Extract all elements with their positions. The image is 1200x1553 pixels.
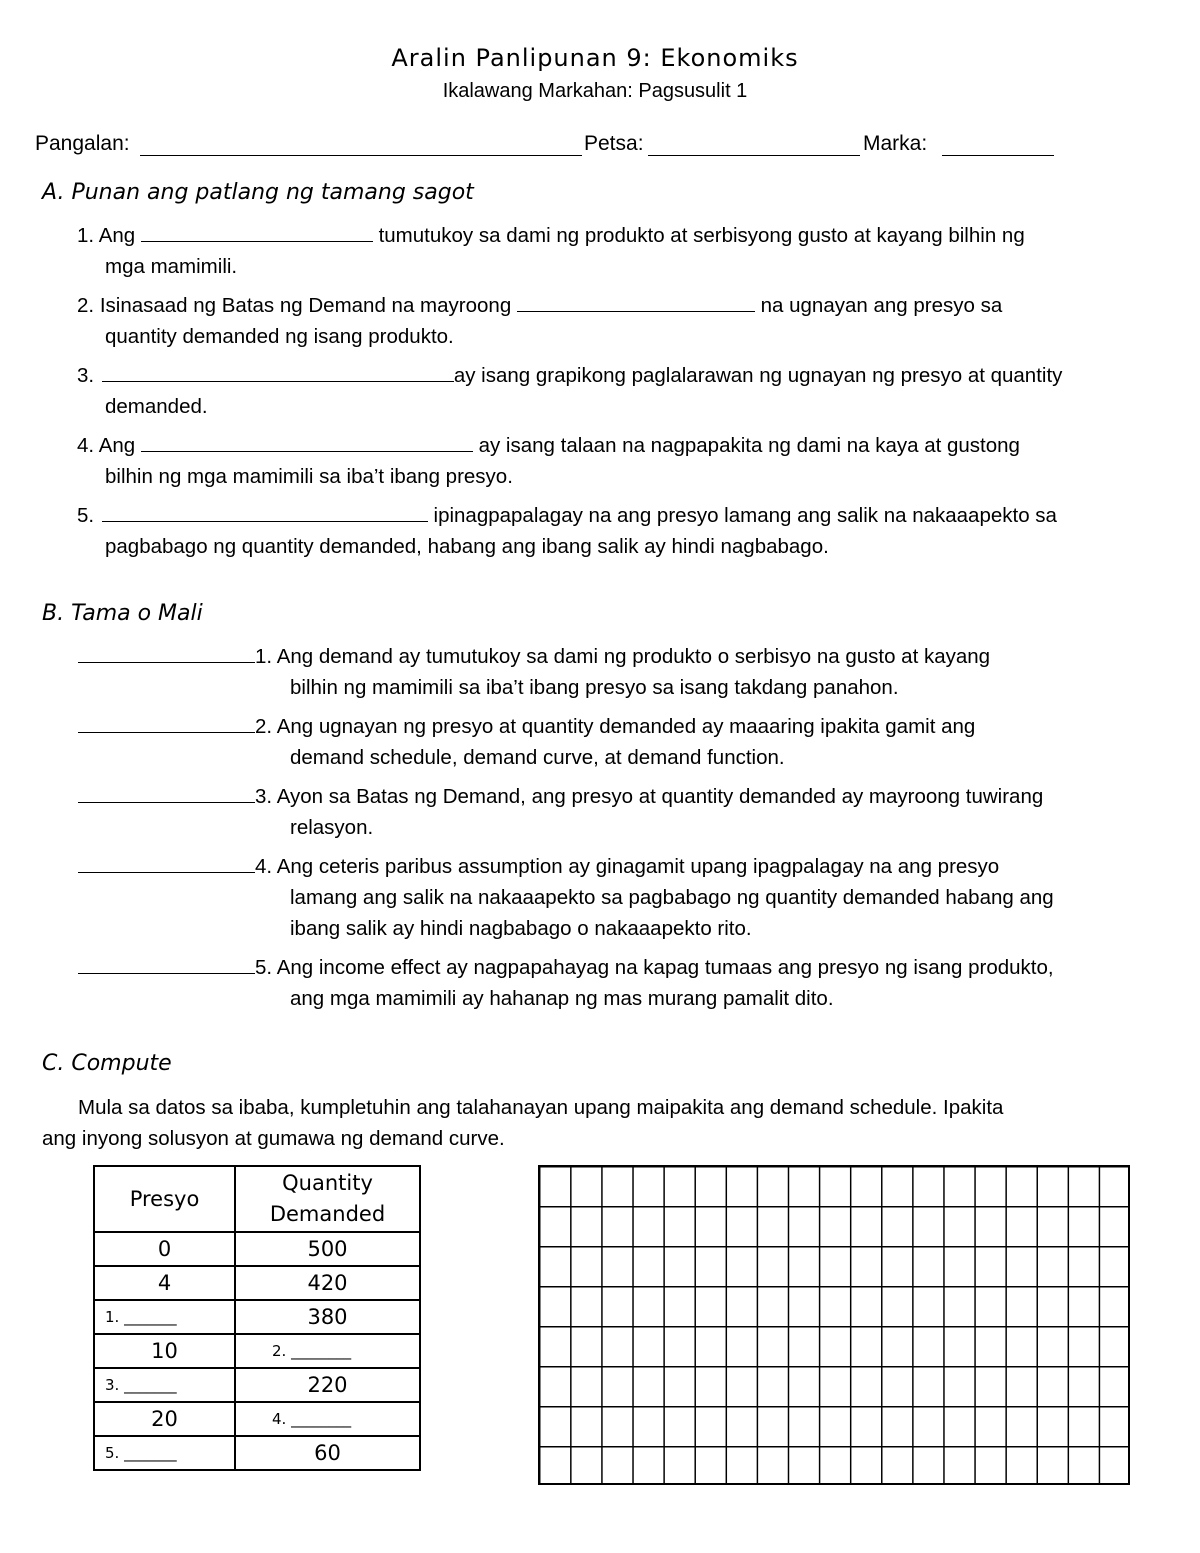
item-text-post: ipinagpapalagay na ang presyo lamang ang salik na nakaaapekto sa [433, 504, 1057, 527]
item-number: 3. [77, 364, 95, 387]
section-b-item-2 [78, 711, 1168, 742]
page-title: Aralin Panlipunan 9: Ekonomiks [391, 44, 799, 72]
table-row [94, 1436, 420, 1470]
demand-schedule-table [93, 1165, 421, 1471]
price-cell: 20 [94, 1402, 235, 1436]
section-b-item-4 [78, 851, 1168, 882]
item-continuation: pagbabago ng quantity demanded, habang ang ibang salik ay hindi nagbabago. [105, 535, 829, 558]
header-line: Quantity [282, 1171, 373, 1195]
answer-blank[interactable] [78, 784, 255, 803]
price-answer-cell[interactable]: 3. _______ [94, 1368, 235, 1402]
item-continuation: bilhin ng mga mamimili sa iba’t ibang presyo. [105, 465, 513, 488]
table-row [94, 1266, 420, 1300]
item-text: Ang ceteris paribus assumption ay ginagamit upang ipagpalagay na ang presyo [276, 855, 1000, 878]
quantity-answer-cell[interactable]: 4. ________ [235, 1402, 420, 1436]
price-cell: 4 [94, 1266, 235, 1300]
item-continuation: demand schedule, demand curve, at demand function. [290, 746, 785, 769]
section-b-heading: B. Tama o Mali [42, 601, 203, 626]
quantity-cell: 500 [235, 1232, 420, 1266]
quantity-cell: 420 [235, 1266, 420, 1300]
table-row [94, 1300, 420, 1334]
item-text: Ang ugnayan ng presyo at quantity demanded ay maaaring ipakita gamit ang [276, 715, 976, 738]
item-continuation: lamang ang salik na nakaaapekto sa pagbabago ng quantity demanded habang ang [290, 886, 1054, 909]
item-number: 2. [255, 715, 273, 738]
item-text-pre: Ang [98, 224, 136, 247]
header-line: Demanded [269, 1202, 386, 1226]
price-answer-cell[interactable]: 1. _______ [94, 1300, 235, 1334]
section-c-heading: C. Compute [42, 1051, 172, 1076]
quantity-answer-cell[interactable]: 2. ________ [235, 1334, 420, 1368]
name-field[interactable] [140, 135, 582, 156]
answer-blank[interactable] [102, 363, 454, 382]
section-a-item-1 [77, 220, 1167, 251]
price-cell: 0 [94, 1232, 235, 1266]
item-text-pre: Ang [98, 434, 136, 457]
item-number: 1. [255, 645, 273, 668]
item-text-post: tumutukoy sa dami ng produkto at serbisyong gusto at kayang bilhin ng [378, 224, 1025, 247]
table-row [94, 1368, 420, 1402]
section-a-item-4 [77, 430, 1167, 461]
answer-blank[interactable] [78, 955, 255, 974]
date-field[interactable] [648, 135, 860, 156]
name-label: Pangalan: [35, 132, 130, 155]
item-continuation: ibang salik ay hindi nagbabago o nakaaapekto rito. [290, 917, 752, 940]
section-c-instructions-cont: ang inyong solusyon at gumawa ng demand curve. [42, 1127, 505, 1150]
item-continuation: quantity demanded ng isang produkto. [105, 325, 454, 348]
price-answer-cell[interactable]: 5. _______ [94, 1436, 235, 1470]
quantity-cell: 220 [235, 1368, 420, 1402]
page-subtitle: Ikalawang Markahan: Pagsusulit 1 [442, 80, 748, 102]
answer-blank[interactable] [517, 293, 755, 312]
item-continuation: relasyon. [290, 816, 374, 839]
item-number: 2. [77, 294, 95, 317]
section-b-item-1 [78, 641, 1168, 672]
table-header-price: Presyo [94, 1166, 235, 1232]
item-number: 4. [255, 855, 273, 878]
item-number: 5. [255, 956, 273, 979]
answer-blank[interactable] [141, 433, 473, 452]
item-text-post: ay isang grapikong paglalarawan ng ugnayan ng presyo at quantity [453, 364, 1063, 387]
table-row [94, 1402, 420, 1436]
item-text-post: na ugnayan ang presyo sa [760, 294, 1003, 317]
item-continuation: demanded. [105, 395, 208, 418]
section-a-item-3 [77, 360, 1167, 391]
item-number: 3. [255, 785, 273, 808]
section-b-item-3 [78, 781, 1178, 812]
table-row [94, 1232, 420, 1266]
item-text-post: ay isang talaan na nagpapakita ng dami na kaya at gustong [478, 434, 1020, 457]
answer-blank[interactable] [78, 854, 255, 873]
quantity-cell: 380 [235, 1300, 420, 1334]
score-label: Marka: [863, 132, 928, 155]
quantity-cell: 60 [235, 1436, 420, 1470]
item-text: Ang income effect ay nagpapahayag na kapag tumaas ang presyo ng isang produkto, [276, 956, 1054, 979]
answer-blank[interactable] [141, 223, 373, 242]
item-number: 4. [77, 434, 95, 457]
section-a-item-5 [77, 500, 1167, 531]
section-c-instructions: Mula sa datos sa ibaba, kumpletuhin ang talahanayan upang maipakita ang demand schedule. Ipakita [78, 1096, 1004, 1119]
section-a-item-2 [77, 290, 1167, 321]
item-continuation: bilhin ng mamimili sa iba’t ibang presyo sa isang takdang panahon. [290, 676, 899, 699]
item-continuation: mga mamimili. [105, 255, 238, 278]
item-continuation: ang mga mamimili ay hahanap ng mas murang pamalit dito. [290, 987, 834, 1010]
score-field[interactable] [942, 135, 1054, 156]
item-text: Ayon sa Batas ng Demand, ang presyo at quantity demanded ay mayroong tuwirang [276, 785, 1044, 808]
price-cell: 10 [94, 1334, 235, 1368]
item-number: 1. [77, 224, 95, 247]
item-text: Ang demand ay tumutukoy sa dami ng produkto o serbisyo na gusto at kayang [276, 645, 991, 668]
section-a-heading: A. Punan ang patlang ng tamang sagot [42, 180, 474, 205]
table-header-quantity [235, 1166, 420, 1232]
demand-curve-graph-grid[interactable] [538, 1165, 1130, 1485]
answer-blank[interactable] [102, 503, 428, 522]
date-label: Petsa: [584, 132, 644, 155]
item-number: 5. [77, 504, 95, 527]
table-row [94, 1334, 420, 1368]
answer-blank[interactable] [78, 714, 255, 733]
section-b-item-5 [78, 952, 1178, 983]
item-text-pre: Isinasaad ng Batas ng Demand na mayroong [99, 294, 512, 317]
answer-blank[interactable] [78, 644, 255, 663]
